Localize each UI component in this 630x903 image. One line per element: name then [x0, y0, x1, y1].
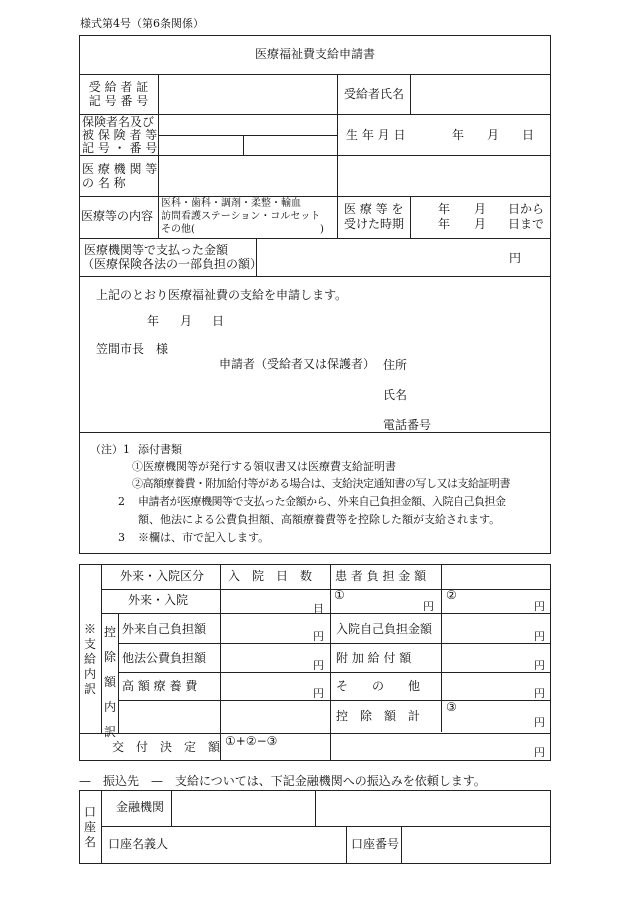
row1-unit-1: 円: [423, 600, 434, 613]
transfer-heading: — 振込先 — 支給については、下記金融機関への振込みを依頼します。: [79, 774, 486, 788]
recipient-cert-label-line2: 記 号 番 号: [88, 94, 149, 108]
period-label-line2: 受けた時期: [344, 217, 405, 231]
paid-amount-unit: 円: [509, 251, 522, 265]
row2-unit-2: 円: [534, 630, 545, 643]
applicant-label: 申請者（受給者又は保護者）: [219, 357, 376, 371]
bank-label: 金融機関: [116, 800, 165, 814]
birth-day-label: 日: [522, 128, 535, 142]
row5-unit: 円: [534, 716, 545, 729]
note-1a: ①医療機関等が発行する領収書又は医療費支給証明書: [132, 460, 396, 473]
account-side-label: 口座名: [83, 805, 96, 849]
deduction-side-label: 控除額内訳: [103, 625, 116, 739]
paid-amount-label-line2: （医療保険各法の一部負担の額）: [82, 257, 263, 271]
circle-2: ②: [446, 588, 457, 602]
insured-label-line3: 記 号 ・ 番 号: [82, 141, 158, 155]
row-outpatient-inpatient: 外来・入院: [128, 593, 189, 607]
care-option-visiting-nursing: 訪問看護ステーション・コルセット: [161, 211, 321, 222]
row3-unit: 円: [313, 659, 324, 672]
paid-amount-label-line1: 医療機関等で支払った金額: [84, 243, 229, 257]
care-type-label: 医療等の内容: [81, 209, 154, 223]
circle-1: ①: [334, 588, 345, 602]
notes-lead: （注）: [90, 443, 123, 456]
other-public-burden: 他法公費負担額: [122, 651, 207, 665]
name-label: 氏名: [383, 388, 408, 402]
row1-unit-2: 円: [534, 600, 545, 613]
additional-benefit: 附 加 給 付 額: [336, 651, 412, 665]
facility-label-line2: の 名 称: [82, 176, 126, 190]
insured-label-line1: 保険者名及び: [82, 115, 155, 129]
to-day-label: 日まで: [508, 217, 545, 231]
from-year-label: 年: [438, 202, 451, 216]
care-option-medical: 医科・歯科・調剤・柔整・輸血: [161, 198, 301, 209]
note-3: ※欄は、市で記入します。: [138, 531, 270, 544]
period-label-line1: 医 療 等 を: [344, 202, 404, 216]
recipient-cert-label-line1: 受 給 者 証: [88, 80, 149, 94]
insured-label-line2: 被 保 険 者 等: [82, 128, 158, 142]
birthdate-label: 生 年 月 日: [346, 128, 406, 142]
to-month-label: 月: [474, 217, 487, 231]
grant-formula: ①+②−③: [225, 734, 278, 748]
declaration-statement: 上記のとおり医療福祉費の支給を申請します。: [96, 288, 348, 302]
deduction-total: 控 除 額 計: [336, 709, 421, 723]
declaration-month: 月: [180, 314, 193, 328]
care-option-other: その他(: [161, 224, 195, 235]
row4-unit-2: 円: [534, 687, 545, 700]
care-option-other-close: ): [320, 224, 324, 235]
header-inpatient-days: 入 院 日 数: [228, 569, 313, 583]
from-month-label: 月: [474, 202, 487, 216]
circle-3: ③: [446, 700, 457, 714]
account-number-label: 口座番号: [351, 837, 400, 851]
addressee: 笠間市長 様: [96, 342, 169, 356]
note-3-number: 3: [118, 531, 125, 544]
address-label: 住所: [383, 358, 408, 372]
header-category: 外来・入院区分: [120, 569, 205, 583]
declaration-year: 年: [147, 314, 160, 328]
row3-unit-2: 円: [534, 659, 545, 672]
form-title: 医療福祉費支給申請書: [254, 47, 375, 61]
account-holder-label: 口座名義人: [108, 837, 169, 851]
form-number: 様式第4号（第6条関係）: [80, 17, 204, 30]
note-1: 添付書類: [138, 443, 182, 456]
birth-year-label: 年: [452, 128, 465, 142]
birth-month-label: 月: [487, 128, 500, 142]
note-2-number: 2: [118, 495, 125, 508]
recipient-name-label: 受給者氏名: [344, 87, 405, 101]
declaration-day: 日: [212, 314, 225, 328]
note-1-number: 1: [123, 443, 130, 456]
to-year-label: 年: [438, 217, 451, 231]
row2-unit: 円: [313, 630, 324, 643]
breakdown-side-label: ※支給内訳: [83, 622, 96, 696]
note-2-line2: 額、他法による公費負担額、高額療養費等を控除した額が支給されます。: [138, 513, 501, 526]
header-patient-amount: 患 者 負 担 金 額: [335, 569, 427, 583]
row4-unit: 円: [313, 687, 324, 700]
from-day-label: 日から: [508, 202, 545, 216]
outpatient-self-burden: 外来自己負担額: [122, 622, 207, 636]
grant-decision-amount: 交 付 決 定 額: [112, 740, 221, 754]
note-2-line1: 申請者が医療機関等で支払った金額から、外来自己負担金額、入院自己負担金: [138, 495, 506, 508]
other-deductions: そ の 他: [336, 679, 421, 693]
note-1b: ②高額療養費・附加給付等がある場合は、支給決定通知書の写し又は支給証明書: [132, 477, 510, 490]
high-cost-medical: 高 額 療 養 費: [122, 679, 198, 693]
row1-days-unit: 日: [313, 602, 324, 615]
inpatient-self-burden: 入院自己負担金額: [336, 622, 433, 636]
phone-label: 電話番号: [383, 418, 432, 432]
facility-label-line1: 医 療 機 関 等: [82, 162, 158, 176]
row6-unit: 円: [534, 746, 545, 759]
